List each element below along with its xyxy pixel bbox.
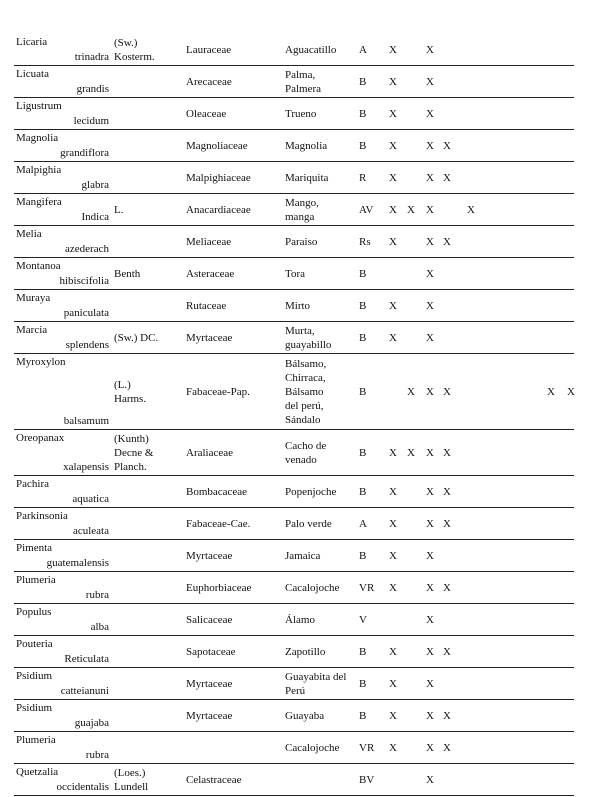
status-code: VR — [359, 582, 375, 594]
family-name: Meliaceae — [186, 236, 232, 248]
family-name: Rutaceae — [186, 300, 227, 312]
status-code: B — [359, 678, 367, 690]
table-row — [14, 604, 574, 636]
status-code: B — [359, 300, 367, 312]
family-name: Araliaceae — [186, 447, 234, 459]
x-mark: X — [567, 386, 575, 398]
family-name: Euphorbiaceae — [186, 582, 252, 594]
table-row — [14, 98, 574, 130]
species-table — [14, 34, 574, 796]
genus-name: Ligustrum — [16, 100, 62, 112]
common-name-line: Álamo — [285, 614, 315, 626]
x-mark: X — [426, 204, 434, 216]
common-name-line: Guayabita del — [285, 671, 347, 683]
genus-name: Pachira — [16, 478, 49, 490]
x-mark: X — [426, 614, 434, 626]
table-row — [14, 508, 574, 540]
family-name: Myrtaceae — [186, 550, 233, 562]
x-mark: X — [389, 140, 397, 152]
status-code: B — [359, 76, 367, 88]
status-code: B — [359, 332, 367, 344]
status-code: V — [359, 614, 367, 626]
family-name: Anacardiaceae — [186, 204, 251, 216]
species-name: catteianuni — [60, 685, 109, 697]
genus-name: Mangifera — [16, 196, 62, 208]
common-name-line: Palo verde — [285, 518, 332, 530]
status-code: B — [359, 486, 367, 498]
genus-name: Melia — [16, 228, 42, 240]
x-mark: X — [389, 44, 397, 56]
common-name-line: Palma, — [285, 69, 316, 81]
common-name-line: Popenjoche — [285, 486, 337, 498]
genus-name: Plumeria — [16, 574, 56, 586]
species-name: balsamum — [63, 415, 109, 427]
family-name: Celastraceae — [186, 774, 242, 786]
x-mark: X — [389, 172, 397, 184]
family-name: Asteraceae — [186, 268, 235, 280]
species-name: azederach — [65, 243, 109, 255]
common-name-line: Mariquita — [285, 172, 329, 184]
x-mark: X — [426, 76, 434, 88]
table-row — [14, 540, 574, 572]
x-mark: X — [426, 172, 434, 184]
table-row — [14, 764, 574, 796]
table-row — [14, 322, 574, 354]
x-mark: X — [443, 386, 451, 398]
common-name-line: manga — [285, 211, 315, 223]
genus-name: Pimenta — [16, 542, 53, 554]
genus-name: Licuata — [16, 68, 49, 80]
x-mark: X — [389, 447, 397, 459]
x-mark: X — [443, 582, 451, 594]
genus-name: Magnolia — [16, 132, 59, 144]
x-mark: X — [389, 678, 397, 690]
x-mark: X — [389, 204, 397, 216]
genus-name: Populus — [16, 606, 52, 618]
common-name-line: Jamaica — [285, 550, 321, 562]
species-name: aquatica — [72, 493, 109, 505]
table-row — [14, 226, 574, 258]
genus-name: Myroxylon — [16, 356, 66, 368]
species-name: xalapensis — [63, 461, 109, 473]
x-mark: X — [426, 300, 434, 312]
table-row — [14, 354, 574, 430]
table-row — [14, 572, 574, 604]
x-mark: X — [426, 678, 434, 690]
x-mark: X — [389, 710, 397, 722]
x-mark: X — [426, 447, 434, 459]
x-mark: X — [443, 140, 451, 152]
genus-name: Quetzalia — [16, 766, 59, 778]
table-row — [14, 290, 574, 322]
x-mark: X — [389, 486, 397, 498]
genus-name: Psidium — [16, 670, 53, 682]
family-name: Lauraceae — [186, 44, 232, 56]
status-code: AV — [359, 204, 374, 216]
table-row — [14, 430, 574, 476]
x-mark: X — [443, 172, 451, 184]
family-name: Myrtaceae — [186, 678, 233, 690]
author-line: Harms. — [114, 393, 147, 405]
common-name-line: Cacalojoche — [285, 582, 340, 594]
x-mark: X — [407, 447, 415, 459]
family-name: Sapotaceae — [186, 646, 236, 658]
x-mark: X — [443, 486, 451, 498]
x-mark: X — [426, 710, 434, 722]
x-mark: X — [389, 332, 397, 344]
author-line: (Sw.) — [114, 37, 138, 49]
author-line: L. — [114, 204, 124, 216]
author-line: Planch. — [114, 461, 147, 473]
x-mark: X — [426, 486, 434, 498]
species-name: rubra — [85, 749, 109, 761]
family-name: Bombacaceae — [186, 486, 248, 498]
x-mark: X — [389, 550, 397, 562]
x-mark: X — [389, 108, 397, 120]
species-name: guatemalensis — [46, 557, 109, 569]
status-code: BV — [359, 774, 375, 786]
status-code: A — [359, 44, 367, 56]
x-mark: X — [443, 236, 451, 248]
genus-name: Marcia — [16, 324, 48, 336]
common-name-line: Mirto — [285, 300, 311, 312]
x-mark: X — [443, 447, 451, 459]
x-mark: X — [389, 518, 397, 530]
genus-name: Muraya — [16, 292, 51, 304]
x-mark: X — [426, 742, 434, 754]
species-name: glabra — [81, 179, 109, 191]
species-name: grandiflora — [60, 147, 109, 159]
status-code: B — [359, 550, 367, 562]
species-name: aculeata — [72, 525, 109, 537]
family-name: Myrtaceae — [186, 710, 233, 722]
x-mark: X — [426, 386, 434, 398]
genus-name: Pouteria — [16, 638, 53, 650]
family-name: Salicaceae — [186, 614, 233, 626]
species-name: paniculata — [63, 307, 109, 319]
status-code: B — [359, 646, 367, 658]
species-name: Reticulata — [64, 653, 109, 665]
common-name-line: venado — [285, 454, 317, 466]
status-code: Rs — [359, 236, 371, 248]
family-name: Fabaceae-Cae. — [186, 518, 251, 530]
table-row — [14, 66, 574, 98]
x-mark: X — [426, 44, 434, 56]
species-name: alba — [90, 621, 109, 633]
common-name-line: Cacho de — [285, 440, 327, 452]
genus-name: Montanoa — [16, 260, 61, 272]
common-name-line: Aguacatillo — [285, 44, 337, 56]
common-name-line: Guayaba — [285, 710, 325, 722]
species-name: Indica — [81, 211, 109, 223]
x-mark: X — [389, 582, 397, 594]
common-name-line: Magnolia — [285, 140, 328, 152]
species-name: hibiscifolia — [59, 275, 109, 287]
common-name-line: Perú — [285, 685, 306, 697]
common-name-line: del perú, — [285, 400, 324, 412]
status-code: A — [359, 518, 367, 530]
table-row — [14, 194, 574, 226]
status-code: B — [359, 710, 367, 722]
common-name-line: Chirraca, — [285, 372, 326, 384]
family-name: Oleaceae — [186, 108, 227, 120]
x-mark: X — [426, 332, 434, 344]
x-mark: X — [407, 386, 415, 398]
status-code: B — [359, 268, 367, 280]
family-name: Arecaceae — [186, 76, 232, 88]
table-row — [14, 700, 574, 732]
table-row — [14, 130, 574, 162]
x-mark: X — [426, 774, 434, 786]
x-mark: X — [426, 236, 434, 248]
x-mark: X — [443, 710, 451, 722]
x-mark: X — [443, 742, 451, 754]
common-name-line: Sándalo — [285, 414, 321, 426]
family-name: Fabaceae-Pap. — [186, 386, 250, 398]
status-code: B — [359, 108, 367, 120]
author-line: Decne & — [114, 447, 154, 459]
table-row — [14, 636, 574, 668]
author-line: Kosterm. — [114, 51, 155, 63]
common-name-line: Trueno — [285, 108, 317, 120]
x-mark: X — [467, 204, 475, 216]
x-mark: X — [547, 386, 555, 398]
species-name: occidentalis — [56, 781, 109, 793]
author-line: (Sw.) DC. — [114, 332, 159, 344]
status-code: B — [359, 386, 367, 398]
family-name: Malpighiaceae — [186, 172, 251, 184]
species-name: lecidum — [73, 115, 109, 127]
x-mark: X — [426, 268, 434, 280]
genus-name: Licaria — [16, 36, 48, 48]
common-name-line: Bálsamo, — [285, 358, 327, 370]
x-mark: X — [426, 108, 434, 120]
common-name-line: Paraiso — [285, 236, 318, 248]
species-name: rubra — [85, 589, 109, 601]
genus-name: Psidium — [16, 702, 53, 714]
x-mark: X — [426, 518, 434, 530]
table-row — [14, 476, 574, 508]
author-line: Lundell — [114, 781, 149, 793]
table-row — [14, 34, 574, 66]
common-name-line: Tora — [285, 268, 305, 280]
common-name-line: Mango, — [285, 197, 319, 209]
family-name: Magnoliaceae — [186, 140, 248, 152]
author-line: (Kunth) — [114, 433, 149, 445]
author-line: (Loes.) — [114, 767, 146, 779]
x-mark: X — [389, 236, 397, 248]
x-mark: X — [426, 550, 434, 562]
genus-name: Malpighia — [16, 164, 62, 176]
x-mark: X — [426, 646, 434, 658]
status-code: B — [359, 140, 367, 152]
author-line: Benth — [114, 268, 141, 280]
status-code: VR — [359, 742, 375, 754]
species-name: splendens — [65, 339, 109, 351]
family-name: Myrtaceae — [186, 332, 233, 344]
common-name-line: Murta, — [285, 325, 315, 337]
common-name-line: Cacalojoche — [285, 742, 340, 754]
table-row — [14, 668, 574, 700]
author-line: (L.) — [114, 379, 131, 391]
common-name-line: guayabillo — [285, 339, 332, 351]
x-mark: X — [426, 582, 434, 594]
x-mark: X — [389, 300, 397, 312]
status-code: B — [359, 447, 367, 459]
species-name: trinadra — [74, 51, 109, 63]
table-row — [14, 732, 574, 764]
x-mark: X — [389, 646, 397, 658]
common-name-line: Zapotillo — [285, 646, 326, 658]
genus-name: Plumeria — [16, 734, 56, 746]
x-mark: X — [389, 76, 397, 88]
x-mark: X — [426, 140, 434, 152]
species-name: guajaba — [74, 717, 109, 729]
table-row — [14, 162, 574, 194]
species-name: grandis — [76, 83, 109, 95]
status-code: R — [359, 172, 367, 184]
x-mark: X — [443, 518, 451, 530]
x-mark: X — [389, 742, 397, 754]
common-name-line: Palmera — [285, 83, 322, 95]
genus-name: Oreopanax — [16, 432, 65, 444]
x-mark: X — [407, 204, 415, 216]
x-mark: X — [443, 646, 451, 658]
genus-name: Parkinsonia — [16, 510, 68, 522]
table-row — [14, 258, 574, 290]
common-name-line: Bálsamo — [285, 386, 324, 398]
